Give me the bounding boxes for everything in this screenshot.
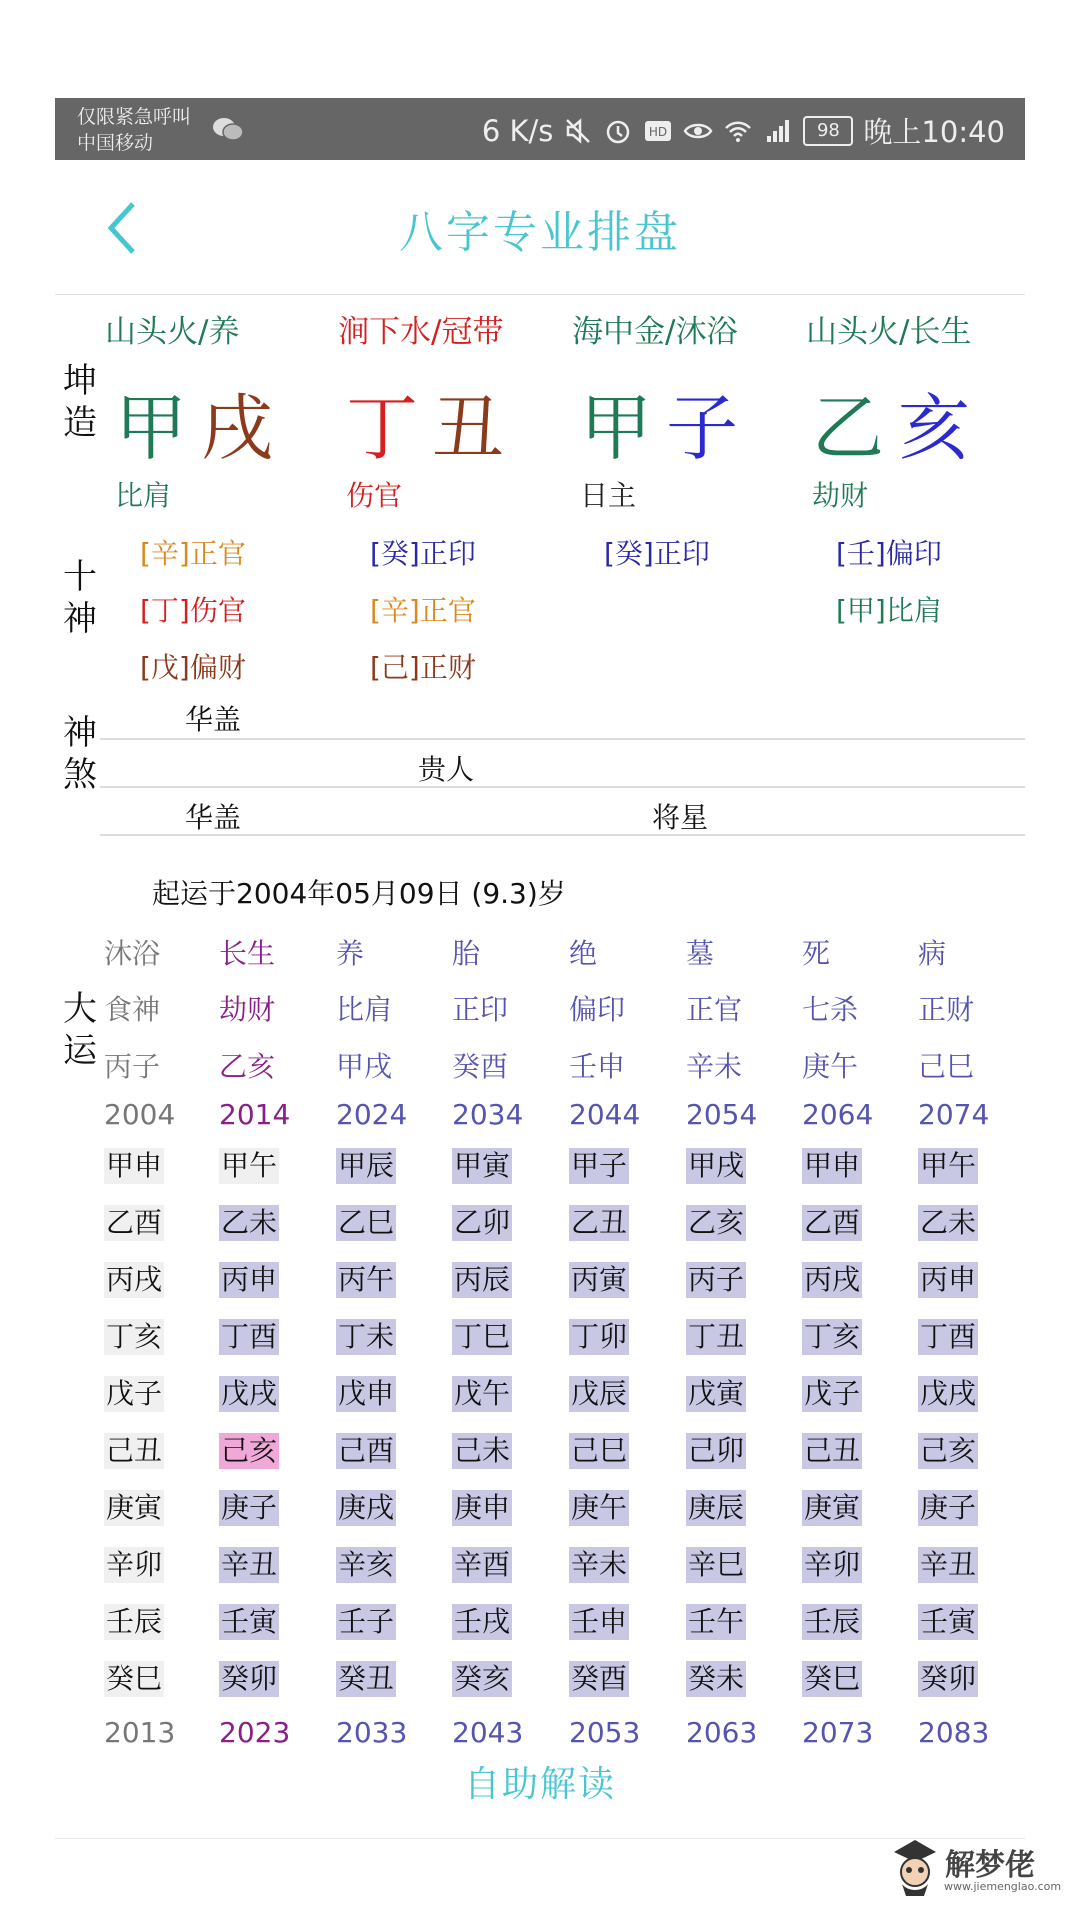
liunian-cell: 壬午 xyxy=(688,1605,745,1638)
liunian-cut-year: 2013 xyxy=(104,1716,176,1749)
liunian-cell: 甲辰 xyxy=(338,1149,395,1182)
liunian-cell: 丙辰 xyxy=(454,1263,511,1296)
dayun-ganzhi: 己巳 xyxy=(918,1050,975,1083)
divider xyxy=(100,786,1025,788)
liunian-cell: 辛酉 xyxy=(454,1548,511,1581)
liunian-cell: 丙申 xyxy=(920,1263,977,1296)
dayun-shishen: 比肩 xyxy=(336,993,393,1026)
gender-label xyxy=(60,360,100,444)
liunian-cell: 癸亥 xyxy=(454,1662,511,1695)
pillar-ganzhi xyxy=(346,370,518,474)
dayun-ganzhi: 癸酉 xyxy=(452,1050,509,1083)
pillar-shishen: 比肩 xyxy=(115,479,172,512)
liunian-cell: 甲子 xyxy=(571,1149,628,1182)
dayun-ganzhi: 乙亥 xyxy=(219,1050,276,1083)
liunian-cell: 辛亥 xyxy=(338,1548,395,1581)
dayun-ganzhi: 丙子 xyxy=(104,1050,161,1083)
dayun-label xyxy=(60,988,100,1072)
liunian-cell: 丁亥 xyxy=(804,1320,861,1353)
watermark-text: 解梦佬 xyxy=(945,1848,1035,1883)
svg-text:HD: HD xyxy=(649,124,668,139)
liunian-cut-year: 2043 xyxy=(452,1716,524,1749)
liunian-cell: 庚戌 xyxy=(338,1491,395,1524)
liunian-cell: 癸巳 xyxy=(804,1662,861,1695)
dayun-changsheng: 胎 xyxy=(452,937,481,970)
liunian-cell: 丙午 xyxy=(338,1263,395,1296)
liunian-cell: 己丑 xyxy=(106,1434,163,1467)
pillar-canggan: [壬]偏印 xyxy=(836,537,942,570)
dayun-year: 2024 xyxy=(336,1098,408,1131)
dayun-changsheng: 沐浴 xyxy=(104,937,161,970)
liunian-cell: 戊申 xyxy=(338,1377,395,1410)
watermark-url: www.jiemenglao.com xyxy=(944,1880,1062,1893)
eye-icon xyxy=(683,116,713,146)
pillar-gan: 丁 xyxy=(346,386,433,470)
shishen-label xyxy=(60,556,100,640)
liunian-cell: 乙酉 xyxy=(804,1206,861,1239)
liunian-cell: 庚子 xyxy=(221,1491,278,1524)
hd-icon xyxy=(643,116,673,146)
shensha-label-text: 神 煞 xyxy=(63,713,97,795)
liunian-cell: 丁丑 xyxy=(688,1320,745,1353)
signal-icon xyxy=(763,116,793,146)
pillar-ganzhi xyxy=(812,370,984,474)
dayun-ganzhi: 甲戌 xyxy=(336,1050,393,1083)
dayun-shishen: 正印 xyxy=(452,993,509,1026)
liunian-cell: 辛丑 xyxy=(920,1548,977,1581)
carrier-line2: 中国移动 xyxy=(77,132,154,154)
liunian-cell: 甲申 xyxy=(106,1149,163,1182)
liunian-cell: 丁巳 xyxy=(454,1320,511,1353)
dayun-shishen: 正官 xyxy=(686,993,743,1026)
liunian-cell: 己酉 xyxy=(338,1434,395,1467)
divider xyxy=(100,738,1025,740)
pillar-canggan: [己]正财 xyxy=(370,651,476,684)
liunian-cell: 丙子 xyxy=(688,1263,745,1296)
pillar-canggan: [辛]正官 xyxy=(140,537,246,570)
liunian-cell: 癸卯 xyxy=(221,1662,278,1695)
dayun-changsheng: 病 xyxy=(918,937,947,970)
liunian-cell: 丙寅 xyxy=(571,1263,628,1296)
liunian-cell: 壬子 xyxy=(338,1605,395,1638)
liunian-cell: 丙戌 xyxy=(804,1263,861,1296)
liunian-cell: 甲午 xyxy=(920,1149,977,1182)
pillar-canggan: [癸]正印 xyxy=(370,537,476,570)
dayun-year: 2034 xyxy=(452,1098,524,1131)
liunian-cell: 戊子 xyxy=(106,1377,163,1410)
liunian-cut-year: 2053 xyxy=(569,1716,641,1749)
mute-icon xyxy=(563,116,593,146)
dayun-year: 2014 xyxy=(219,1098,291,1131)
carrier-info xyxy=(77,104,191,156)
liunian-cell: 己丑 xyxy=(804,1434,861,1467)
battery-icon: 98 xyxy=(803,116,853,146)
liunian-cut-year: 2083 xyxy=(918,1716,990,1749)
liunian-cell: 己亥 xyxy=(920,1434,977,1467)
liunian-cell: 辛卯 xyxy=(106,1548,163,1581)
pillar-canggan: [丁]伤官 xyxy=(140,594,246,627)
pillar-gan: 乙 xyxy=(812,386,899,470)
liunian-cell: 庚辰 xyxy=(688,1491,745,1524)
liunian-cut-year: 2023 xyxy=(219,1716,291,1749)
pillar-nayin: 涧下水/冠带 xyxy=(338,314,504,350)
pillar-shishen: 伤官 xyxy=(346,479,403,512)
divider xyxy=(100,834,1025,836)
pillar-ganzhi xyxy=(115,370,287,474)
pillar-shishen: 劫财 xyxy=(812,479,869,512)
wifi-icon xyxy=(723,116,753,146)
pillar-canggan: [戊]偏财 xyxy=(140,651,246,684)
carrier-line1: 仅限紧急呼叫 xyxy=(77,106,192,128)
liunian-cell: 乙丑 xyxy=(571,1206,628,1239)
liunian-cell: 癸卯 xyxy=(920,1662,977,1695)
watermark-logo-icon xyxy=(890,1838,940,1900)
liunian-cell: 辛未 xyxy=(571,1548,628,1581)
dayun-shishen: 劫财 xyxy=(219,993,276,1026)
liunian-cell: 戊午 xyxy=(454,1377,511,1410)
liunian-cell: 戊戌 xyxy=(920,1377,977,1410)
clock: 晚上10:40 xyxy=(863,115,1005,149)
dayun-ganzhi: 壬申 xyxy=(569,1050,626,1083)
pillar-zhi: 亥 xyxy=(898,386,985,470)
liunian-cell: 戊辰 xyxy=(571,1377,628,1410)
liunian-cell: 戊子 xyxy=(804,1377,861,1410)
dayun-shishen: 食神 xyxy=(104,993,161,1026)
liunian-cell: 丁酉 xyxy=(920,1320,977,1353)
dayun-ganzhi: 辛未 xyxy=(686,1050,743,1083)
liunian-cell: 庚申 xyxy=(454,1491,511,1524)
pillar-nayin: 山头火/长生 xyxy=(806,314,972,350)
pillar-canggan: [辛]正官 xyxy=(370,594,476,627)
dayun-year: 2044 xyxy=(569,1098,641,1131)
qiyun-text: 起运于2004年05月09日 (9.3)岁 xyxy=(152,877,566,910)
pillar-canggan: [癸]正印 xyxy=(604,537,710,570)
liunian-cell: 甲午 xyxy=(221,1149,278,1182)
liunian-cell: 壬辰 xyxy=(804,1605,861,1638)
liunian-cell: 丙申 xyxy=(221,1263,278,1296)
pillar-nayin: 海中金/沐浴 xyxy=(572,314,738,350)
alarm-icon xyxy=(603,116,633,146)
liunian-cell: 乙未 xyxy=(920,1206,977,1239)
liunian-cell: 癸酉 xyxy=(571,1662,628,1695)
pillar-nayin: 山头火/养 xyxy=(105,314,240,350)
liunian-cell: 甲申 xyxy=(804,1149,861,1182)
dayun-changsheng: 墓 xyxy=(686,937,715,970)
divider xyxy=(55,1838,1025,1839)
liunian-cell: 庚寅 xyxy=(804,1491,861,1524)
dayun-shishen: 七杀 xyxy=(802,993,859,1026)
pillar-gan: 甲 xyxy=(580,386,667,470)
liunian-cell: 癸未 xyxy=(688,1662,745,1695)
liunian-cell: 癸丑 xyxy=(338,1662,395,1695)
pillar-zhi: 丑 xyxy=(432,386,519,470)
liunian-cell: 丁酉 xyxy=(221,1320,278,1353)
liunian-cell: 甲寅 xyxy=(454,1149,511,1182)
page-title: 八字专业排盘 xyxy=(399,207,681,258)
dayun-year: 2074 xyxy=(918,1098,990,1131)
liunian-cell: 乙酉 xyxy=(106,1206,163,1239)
shensha-jiangxing: 将星 xyxy=(652,801,709,834)
liunian-cell: 癸巳 xyxy=(106,1662,163,1695)
dayun-shishen: 偏印 xyxy=(569,993,626,1026)
liunian-cell: 丙戌 xyxy=(106,1263,163,1296)
liunian-cell: 己巳 xyxy=(571,1434,628,1467)
pillar-zhi: 戌 xyxy=(201,386,288,470)
title-bar xyxy=(55,160,1025,295)
liunian-cell: 乙未 xyxy=(221,1206,278,1239)
liunian-cell: 辛巳 xyxy=(688,1548,745,1581)
pillar-gan: 甲 xyxy=(115,386,202,470)
liunian-cell: 己卯 xyxy=(688,1434,745,1467)
liunian-cell: 壬戌 xyxy=(454,1605,511,1638)
dayun-changsheng: 长生 xyxy=(219,937,276,970)
liunian-cell: 壬寅 xyxy=(920,1605,977,1638)
liunian-cell: 己未 xyxy=(454,1434,511,1467)
liunian-cell: 丁亥 xyxy=(106,1320,163,1353)
dayun-label-text: 大 运 xyxy=(63,989,97,1071)
liunian-cut-year: 2073 xyxy=(802,1716,874,1749)
pillar-canggan: [甲]比肩 xyxy=(836,594,942,627)
pillar-ganzhi xyxy=(580,370,752,474)
liunian-cell: 甲戌 xyxy=(688,1149,745,1182)
dayun-changsheng: 绝 xyxy=(569,937,598,970)
liunian-cell: 壬辰 xyxy=(106,1605,163,1638)
self-interpret-button[interactable]: 自助解读 xyxy=(463,1764,616,1805)
dayun-changsheng: 死 xyxy=(802,937,831,970)
watermark xyxy=(890,1836,1060,1910)
liunian-cell: 乙巳 xyxy=(338,1206,395,1239)
liunian-cell: 辛卯 xyxy=(804,1548,861,1581)
liunian-cut-year: 2063 xyxy=(686,1716,758,1749)
liunian-cell: 辛丑 xyxy=(221,1548,278,1581)
pillar-shishen: 日主 xyxy=(580,479,637,512)
liunian-cell: 丁未 xyxy=(338,1320,395,1353)
dayun-shishen: 正财 xyxy=(918,993,975,1026)
liunian-cell: 庚午 xyxy=(571,1491,628,1524)
liunian-cell: 乙亥 xyxy=(688,1206,745,1239)
liunian-cell: 庚子 xyxy=(920,1491,977,1524)
liunian-cut-year: 2033 xyxy=(336,1716,408,1749)
gender-label-text: 坤 造 xyxy=(63,361,97,443)
shensha-label xyxy=(60,712,100,796)
status-bar xyxy=(55,98,1025,160)
dayun-year: 2054 xyxy=(686,1098,758,1131)
dayun-ganzhi: 庚午 xyxy=(802,1050,859,1083)
shensha-huagai-1: 华盖 xyxy=(185,703,242,736)
network-speed: 6 K/s xyxy=(481,113,554,148)
dayun-year: 2004 xyxy=(104,1098,176,1131)
liunian-cell: 壬申 xyxy=(571,1605,628,1638)
liunian-cell: 丁卯 xyxy=(571,1320,628,1353)
liunian-cell: 庚寅 xyxy=(106,1491,163,1524)
liunian-cell: 戊戌 xyxy=(221,1377,278,1410)
shensha-huagai-2: 华盖 xyxy=(185,801,242,834)
status-right xyxy=(482,110,1005,151)
pillar-zhi: 子 xyxy=(666,386,753,470)
shishen-label-text: 十 神 xyxy=(63,557,97,639)
wechat-icon xyxy=(211,116,245,142)
liunian-cell: 乙卯 xyxy=(454,1206,511,1239)
dayun-changsheng: 养 xyxy=(336,937,365,970)
liunian-cell: 壬寅 xyxy=(221,1605,278,1638)
liunian-cell: 己亥 xyxy=(221,1434,278,1467)
dayun-year: 2064 xyxy=(802,1098,874,1131)
liunian-cell: 戊寅 xyxy=(688,1377,745,1410)
shensha-guiren: 贵人 xyxy=(418,753,475,786)
